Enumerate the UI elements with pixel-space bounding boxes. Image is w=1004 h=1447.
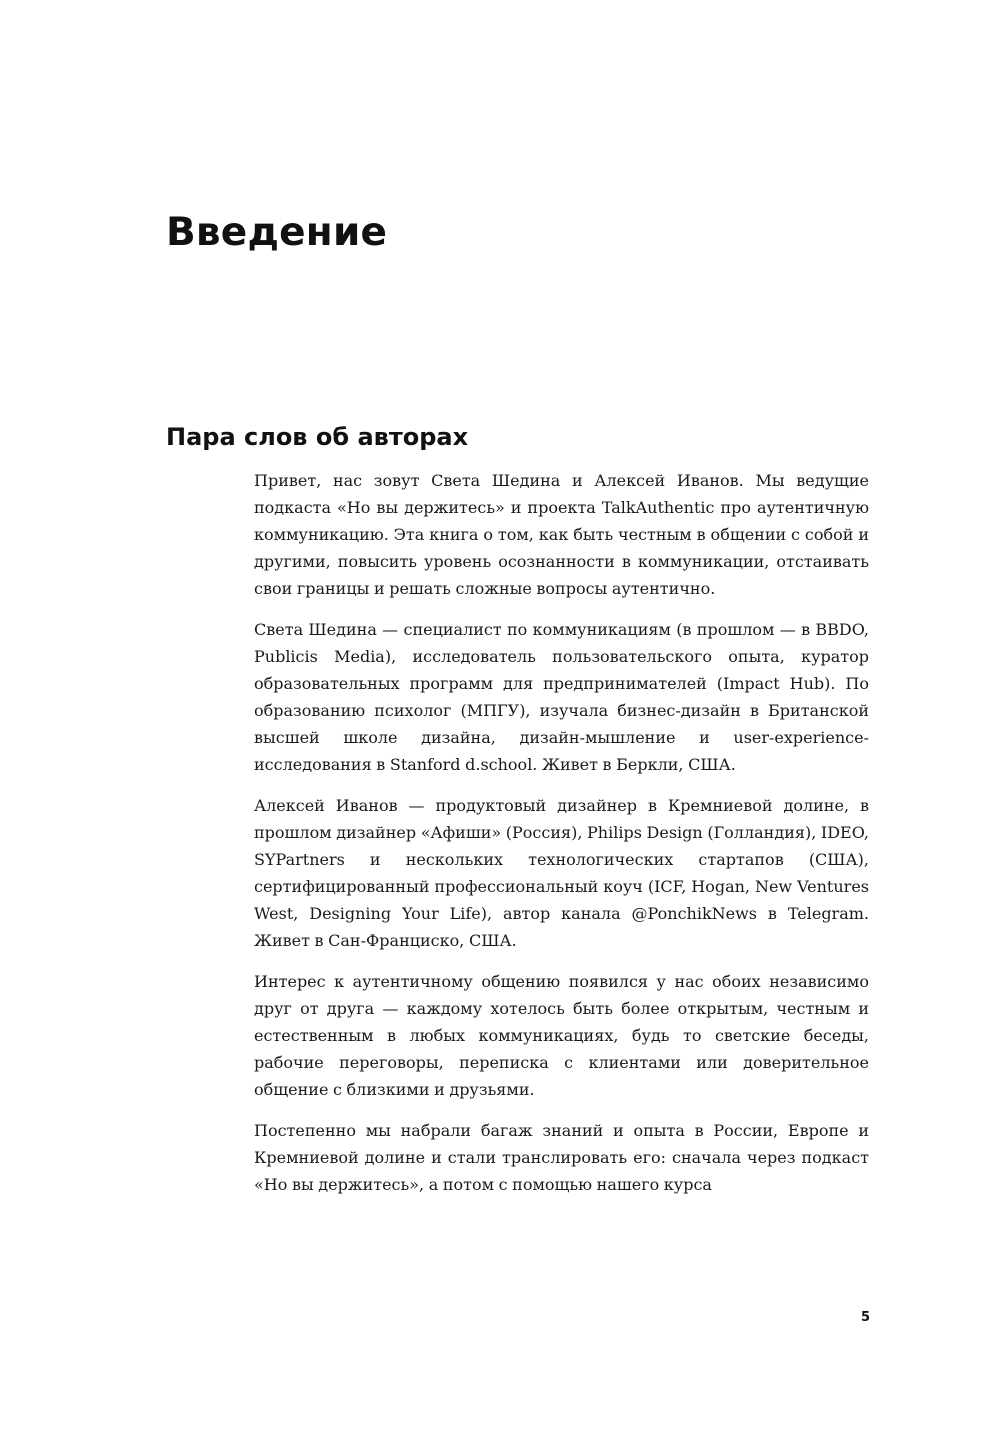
chapter-title: Введение — [166, 210, 388, 255]
paragraph-sveta-bio: Света Шедина — специалист по коммуникациям (в прошлом — в BBDO, Publicis Media), исследователь пользовательского опыта, куратор образовательных программ для предпринимателей (Impact Hub). По образованию психолог (МПГУ), изучала бизнес-дизайн в Британской высшей школе дизайна, дизайн-мышление и user-experience-исследования в Stanford d.school. Живет в Беркли, США. — [254, 620, 869, 774]
page-number: 5 — [860, 1310, 870, 1325]
paragraph-intro: Привет, нас зовут Света Шедина и Алексей Иванов. Мы ведущие подкаста «Но вы держитесь» и проекта TalkAuthentic про аутентичную коммуникацию. Эта книга о том, как быть честным в общении с собой и другими, повысить уровень осознанности в коммуникации, отстаивать свои границы и решать сложные вопросы аутентично. — [254, 471, 869, 598]
paragraph-interest: Интерес к аутентичному общению появился у нас обоих независимо друг от друга — каждому хотелось быть более открытым, честным и естественным в любых коммуникациях, будь то светские беседы, рабочие переговоры, переписка с клиентами или доверительное общение с близкими и друзьями. — [254, 972, 869, 1099]
body-text — [254, 467, 869, 1212]
paragraph-aleksey-bio: Алексей Иванов — продуктовый дизайнер в Кремниевой долине, в прошлом дизайнер «Афиши» (Россия), Philips Design (Голландия), IDEO, SYPartners и нескольких технологических стартапов (США), сертифицированный профессиональный коуч (ICF, Hogan, New Ventures West, Designing Your Life), автор канала @PonchikNews в Telegram. Живет в Сан-Франциско, США. — [254, 796, 869, 950]
section-heading: Пара слов об авторах — [166, 423, 469, 451]
paragraph-experience: Постепенно мы набрали багаж знаний и опыта в России, Европе и Кремниевой долине и стали транслировать его: сначала через подкаст «Но вы держитесь», а потом с помощью нашего курса — [254, 1121, 869, 1194]
